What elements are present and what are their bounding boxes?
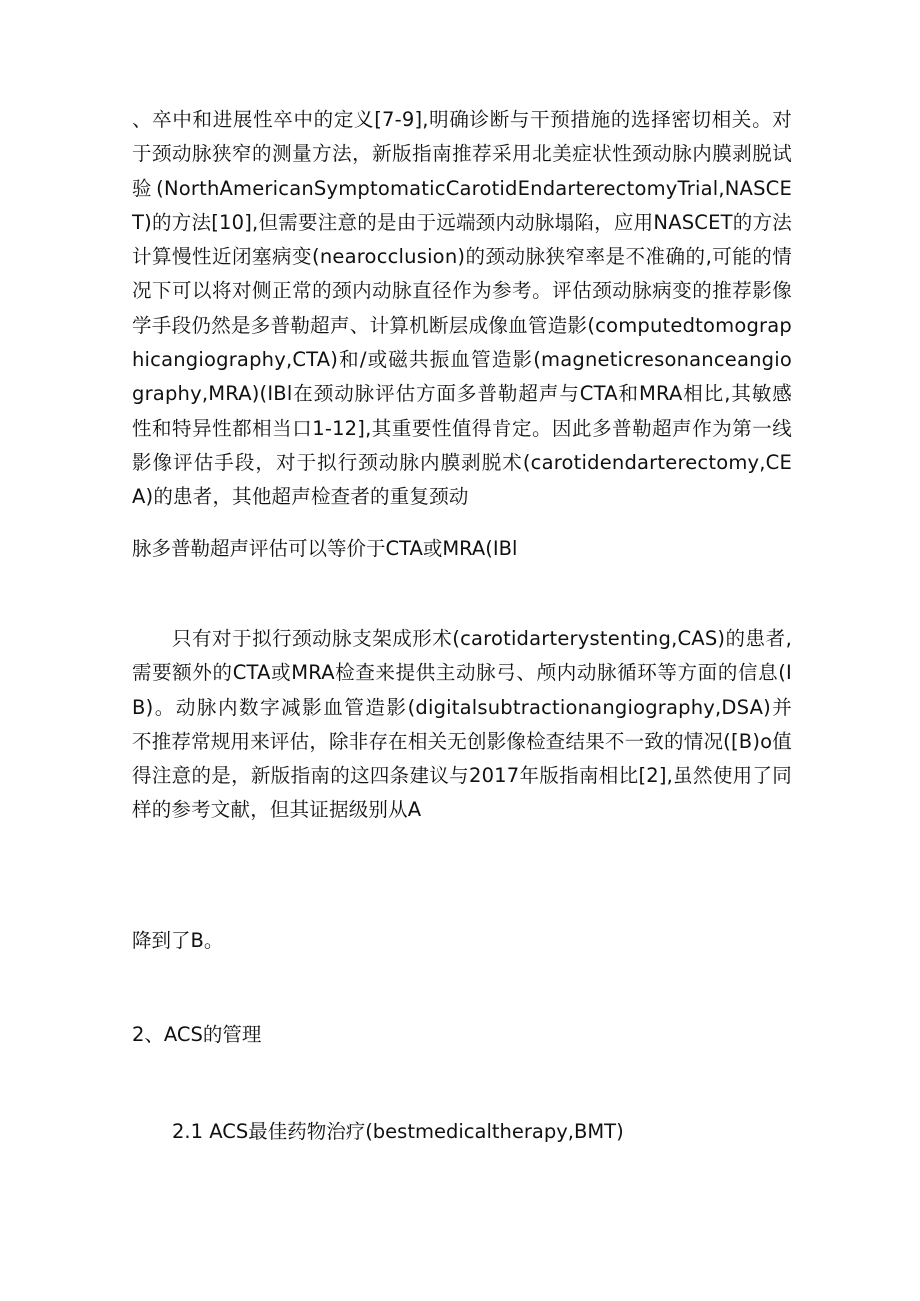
paragraph-cas-imaging-tail: 降到了B。 — [132, 929, 224, 952]
section-heading-acs-management: 2、ACS的管理 — [132, 1023, 262, 1046]
paragraph-carotid-imaging: 、卒中和进展性卒中的定义[7-9],明确诊断与干预措施的选择密切相关。对于颈动脉狭窄的测量方法，新版指南推荐采用北美症状性颈动脉内膜剥脱试验(NorthAmericanSymptomaticCarotidEndarterectomyTrial,NASCET)的方法[10],但需要注意的是由于远端颈内动脉塌陷，应用NASCET的方法计算慢性近闭塞病变(nearocclusion)的颈动脉狭窄率是不准确的,可能的情况下可以将对侧正常的颈内动脉直径作为参考。评估颈动脉病变的推荐影像学手段仍然是多普勒超声、计算机断层成像血管造影(computedtomographicangiography,CTA)和/或磁共振血管造影(magneticresonanceangiography,MRA)(IBl在颈动脉评估方面多普勒超声与CTA和MRA相比,其敏感性和特异性都相当口1-12],其重要性值得肯定。因此多普勒超声作为第一线影像评估手段，对于拟行颈动脉内膜剥脱术(carotidendarterectomy,CEA)的患者，其他超声检查者的重复颈动 — [132, 108, 792, 509]
paragraph-cas-imaging: 只有对于拟行颈动脉支架成形术(carotidarterystenting,CAS)的患者,需要额外的CTA或MRA检查来提供主动脉弓、颅内动脉循环等方面的信息(IB)。动脉内数字减影血管造影(digitalsubtractionangiography,DSA)并不推荐常规用来评估，除非存在相关无创影像检查结果不一致的情况([B)o值得注意的是，新版指南的这四条建议与2017年版指南相比[2],虽然使用了同样的参考文献，但其证据级别从A — [132, 627, 792, 822]
paragraph-carotid-imaging-tail: 脉多普勒超声评估可以等价于CTA或MRA(IBl — [132, 537, 518, 560]
subsection-heading-acs-bmt: 2.1 ACS最佳药物治疗(bestmedicaltherapy,BMT) — [172, 1120, 624, 1143]
